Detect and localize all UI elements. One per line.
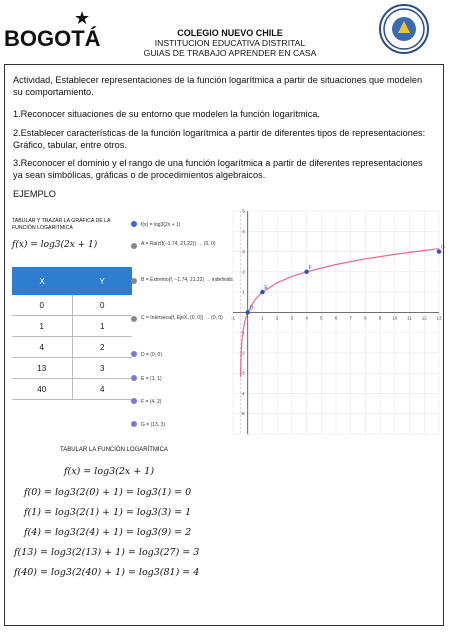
x-tick-label: 1: [261, 315, 264, 321]
worked-line-4: f(13) = log3(2(13) + 1) = log3(27) = 3: [14, 547, 200, 558]
objective-1: 1.Reconocer situaciones de su entorno que modelen la función logarítmica.: [13, 109, 320, 119]
school-seal-icon: [379, 4, 429, 54]
algebra-dot-7[interactable]: [131, 421, 137, 427]
institution-name: INSTITUCION EDUCATIVA DISTRITAL: [154, 38, 306, 48]
algebra-dot-5[interactable]: [131, 375, 137, 381]
algebra-item-3[interactable]: C = Interseca(f, EjeX, (0, 0)) → (0, 0): [141, 315, 223, 321]
x-tick-label: 2: [275, 315, 279, 321]
x-tick-label: 8: [364, 315, 367, 321]
geogebra-heading: TABULAR Y TRAZAR LA GRÁFICA DE LA FUNCIÓN LOGARITMICA: [12, 218, 111, 231]
x-tick-label: 6: [334, 315, 338, 321]
cell[interactable]: 4: [72, 379, 132, 400]
worked-line-1: f(0) = log3(2(0) + 1) = log3(1) = 0: [24, 487, 192, 498]
x-tick-label: 4: [305, 315, 308, 321]
point-label-G: G: [441, 244, 445, 251]
table-row: [12, 295, 132, 316]
cell[interactable]: 13: [12, 358, 72, 379]
y-tick-label: -3: [240, 370, 245, 376]
value-table: [12, 267, 132, 400]
objective-3: 3.Reconocer el dominio y el rango de una función logarítmica a partir de diferentes representaciones ya sean simbólicas, gráficas o de procedimientos algebraicos.: [13, 158, 423, 180]
school-name: COLEGIO NUEVO CHILE: [177, 28, 283, 38]
table-header-x: X: [12, 267, 72, 295]
worked-heading: TABULAR LA FUNCIÓN LOGARÍTMICA: [60, 447, 168, 453]
algebra-item-4[interactable]: D = (0, 0): [141, 352, 162, 358]
y-tick-label: 2: [242, 269, 245, 275]
x-tick-label: 5: [320, 315, 323, 321]
cell[interactable]: 40: [12, 379, 72, 400]
cell[interactable]: 3: [72, 358, 132, 379]
algebra-dot-6[interactable]: [131, 398, 137, 404]
worked-line-0: f(x) = log3(2x + 1): [64, 466, 155, 477]
cell[interactable]: 2: [72, 337, 132, 358]
y-tick-label: 5: [242, 208, 245, 214]
y-tick-label: -1: [240, 330, 245, 336]
point-label-E: E: [264, 285, 268, 292]
x-tick-label: 11: [407, 315, 412, 321]
algebra-dot-0[interactable]: [131, 221, 137, 227]
algebra-item-5[interactable]: E = (1, 1): [141, 376, 162, 382]
algebra-item-0[interactable]: f(x) = log3(2x + 1): [141, 222, 181, 228]
cell[interactable]: 1: [72, 316, 132, 337]
x-tick-label: 9: [378, 315, 382, 321]
bogota-logo: BOGOTÁ: [4, 26, 101, 51]
algebra-item-6[interactable]: F = (4, 2): [141, 399, 162, 405]
x-tick-label: 12: [421, 315, 427, 321]
y-tick-label: -5: [240, 411, 245, 417]
log-function-graph[interactable]: [230, 208, 445, 434]
x-tick-label: 7: [349, 315, 352, 321]
guide-title: GUIAS DE TRABAJO APRENDER EN CASA: [143, 48, 317, 58]
table-row: [12, 358, 132, 379]
worked-line-2: f(1) = log3(2(1) + 1) = log3(3) = 1: [24, 507, 192, 518]
star-icon: ★: [74, 8, 91, 28]
y-tick-label: 1: [242, 289, 245, 295]
activity-text: Actividad, Establecer representaciones de la función logarítmica a partir de situaciones que modelen su comportamiento.: [13, 75, 423, 97]
worked-line-5: f(40) = log3(2(40) + 1) = log3(81) = 4: [14, 567, 200, 578]
x-tick-label: 3: [290, 315, 294, 321]
cell[interactable]: 0: [12, 295, 72, 316]
table-row: [12, 379, 132, 400]
algebra-item-2[interactable]: B = Extremo(f, −1.74, 21.22) → indefinido: [141, 277, 234, 283]
algebra-dot-4[interactable]: [131, 351, 137, 357]
table-row: [12, 337, 132, 358]
table-row: [12, 316, 132, 337]
y-tick-label: -2: [240, 350, 245, 356]
algebra-item-7[interactable]: G = (13, 3): [141, 422, 166, 428]
x-tick-label: 13: [436, 315, 442, 321]
x-tick-label: -1: [230, 315, 236, 321]
x-tick-label: 10: [392, 315, 398, 321]
cell[interactable]: 0: [72, 295, 132, 316]
algebra-item-1[interactable]: A = Raíz(f(−1.74, 21.22)) → (0, 0): [141, 241, 216, 247]
example-label: EJEMPLO: [13, 189, 56, 199]
y-tick-label: 4: [242, 228, 245, 234]
point-label-D: D: [249, 305, 254, 312]
function-label: f(x) = log3(2x + 1): [12, 240, 98, 250]
algebra-dot-1[interactable]: [131, 243, 137, 249]
cell[interactable]: 4: [12, 337, 72, 358]
objective-2: 2.Establecer características de la función logarítmica a partir de diferentes tipos de representaciones: Gráfico, tabular, entre otros.: [13, 128, 426, 150]
y-tick-label: 3: [242, 249, 245, 255]
worked-line-3: f(4) = log3(2(4) + 1) = log3(9) = 2: [24, 527, 192, 538]
algebra-dot-2[interactable]: [131, 278, 137, 284]
algebra-dot-3[interactable]: [131, 316, 137, 322]
cell[interactable]: 1: [12, 316, 72, 337]
table-header-y: Y: [72, 267, 132, 295]
y-tick-label: -4: [240, 390, 245, 396]
point-label-F: F: [308, 264, 312, 271]
